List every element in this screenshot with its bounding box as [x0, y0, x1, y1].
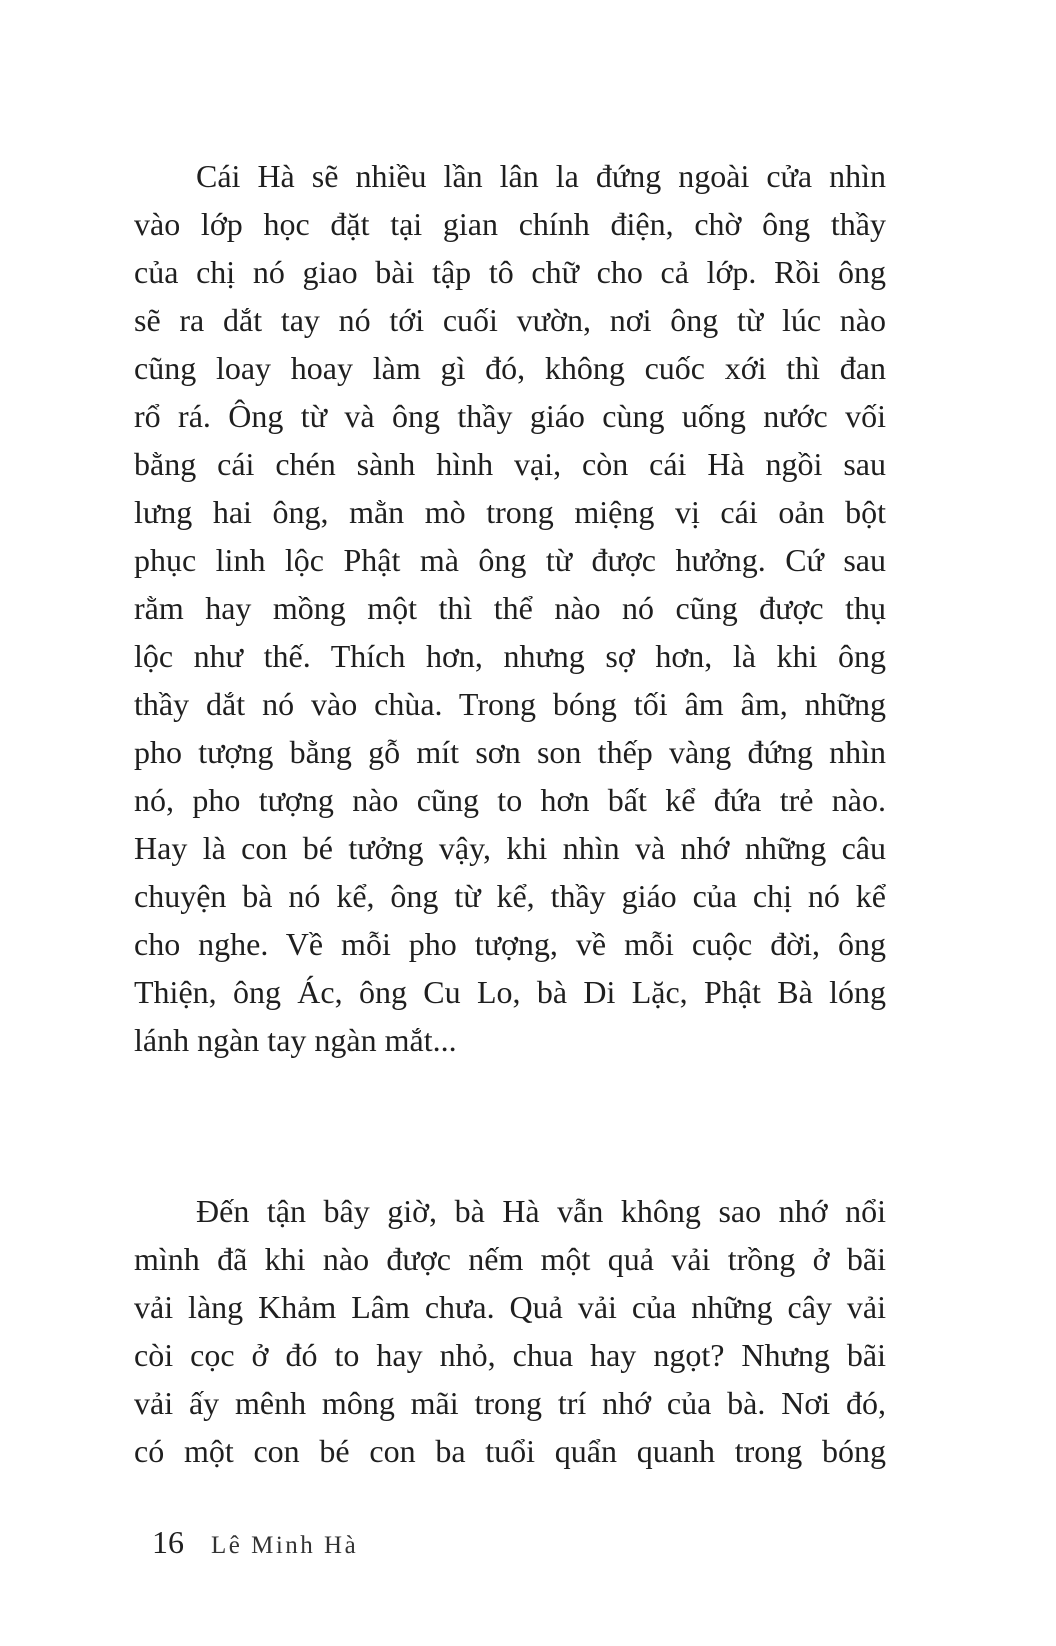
text-line: vào lớp học đặt tại gian chính điện, chờ ông thầy — [134, 206, 886, 242]
text-line: Cái Hà sẽ nhiều lần lân la đứng ngoài cửa nhìn — [196, 158, 886, 194]
text-line: Hay là con bé tưởng vậy, khi nhìn và nhớ những câu — [134, 830, 886, 866]
text-line: còi cọc ở đó to hay nhỏ, chua hay ngọt? Nhưng bãi — [134, 1337, 886, 1373]
text-line: cũng loay hoay làm gì đó, không cuốc xới thì đan — [134, 350, 886, 386]
text-line: cho nghe. Về mỗi pho tượng, về mỗi cuộc đời, ông — [134, 926, 886, 962]
text-line: lộc như thế. Thích hơn, nhưng sợ hơn, là khi ông — [134, 638, 886, 674]
text-line: thầy dắt nó vào chùa. Trong bóng tối âm âm, những — [134, 686, 886, 722]
text-line: bằng cái chén sành hình vại, còn cái Hà ngồi sau — [134, 446, 886, 482]
text-line: rổ rá. Ông từ và ông thầy giáo cùng uống nước vối — [134, 398, 886, 434]
paragraph-1 — [134, 152, 886, 1064]
page-number: 16 — [152, 1524, 184, 1560]
text-line: của chị nó giao bài tập tô chữ cho cả lớp. Rồi ông — [134, 254, 886, 290]
text-line: mình đã khi nào được nếm một quả vải trồng ở bãi — [134, 1241, 886, 1277]
text-line: sẽ ra dắt tay nó tới cuối vườn, nơi ông từ lúc nào — [134, 302, 886, 338]
text-line: vải ấy mênh mông mãi trong trí nhớ của bà. Nơi đó, — [134, 1385, 886, 1421]
page-footer — [152, 1522, 358, 1562]
text-line: phục linh lộc Phật mà ông từ được hưởng. Cứ sau — [134, 542, 886, 578]
page-text-block — [134, 152, 886, 1475]
text-line: vải làng Khảm Lâm chưa. Quả vải của những cây vải — [134, 1289, 886, 1325]
text-line: nó, pho tượng nào cũng to hơn bất kể đứa trẻ nào. — [134, 782, 886, 818]
text-line: Đến tận bây giờ, bà Hà vẫn không sao nhớ nổi — [196, 1193, 886, 1229]
text-line: rằm hay mồng một thì thể nào nó cũng được thụ — [134, 590, 886, 626]
paragraph-2 — [134, 1187, 886, 1475]
text-line: Thiện, ông Ác, ông Cu Lo, bà Di Lặc, Phật Bà lóng — [134, 974, 886, 1010]
text-line: có một con bé con ba tuổi quẩn quanh trong bóng — [134, 1433, 886, 1469]
text-line: lưng hai ông, mằn mò trong miệng vị cái oản bột — [134, 494, 886, 530]
text-line: chuyện bà nó kể, ông từ kể, thầy giáo của chị nó kể — [134, 878, 886, 914]
text-line: pho tượng bằng gỗ mít sơn son thếp vàng đứng nhìn — [134, 734, 886, 770]
running-header-author: Lê Minh Hà — [211, 1532, 359, 1559]
text-line: lánh ngàn tay ngàn mắt... — [134, 1022, 457, 1058]
